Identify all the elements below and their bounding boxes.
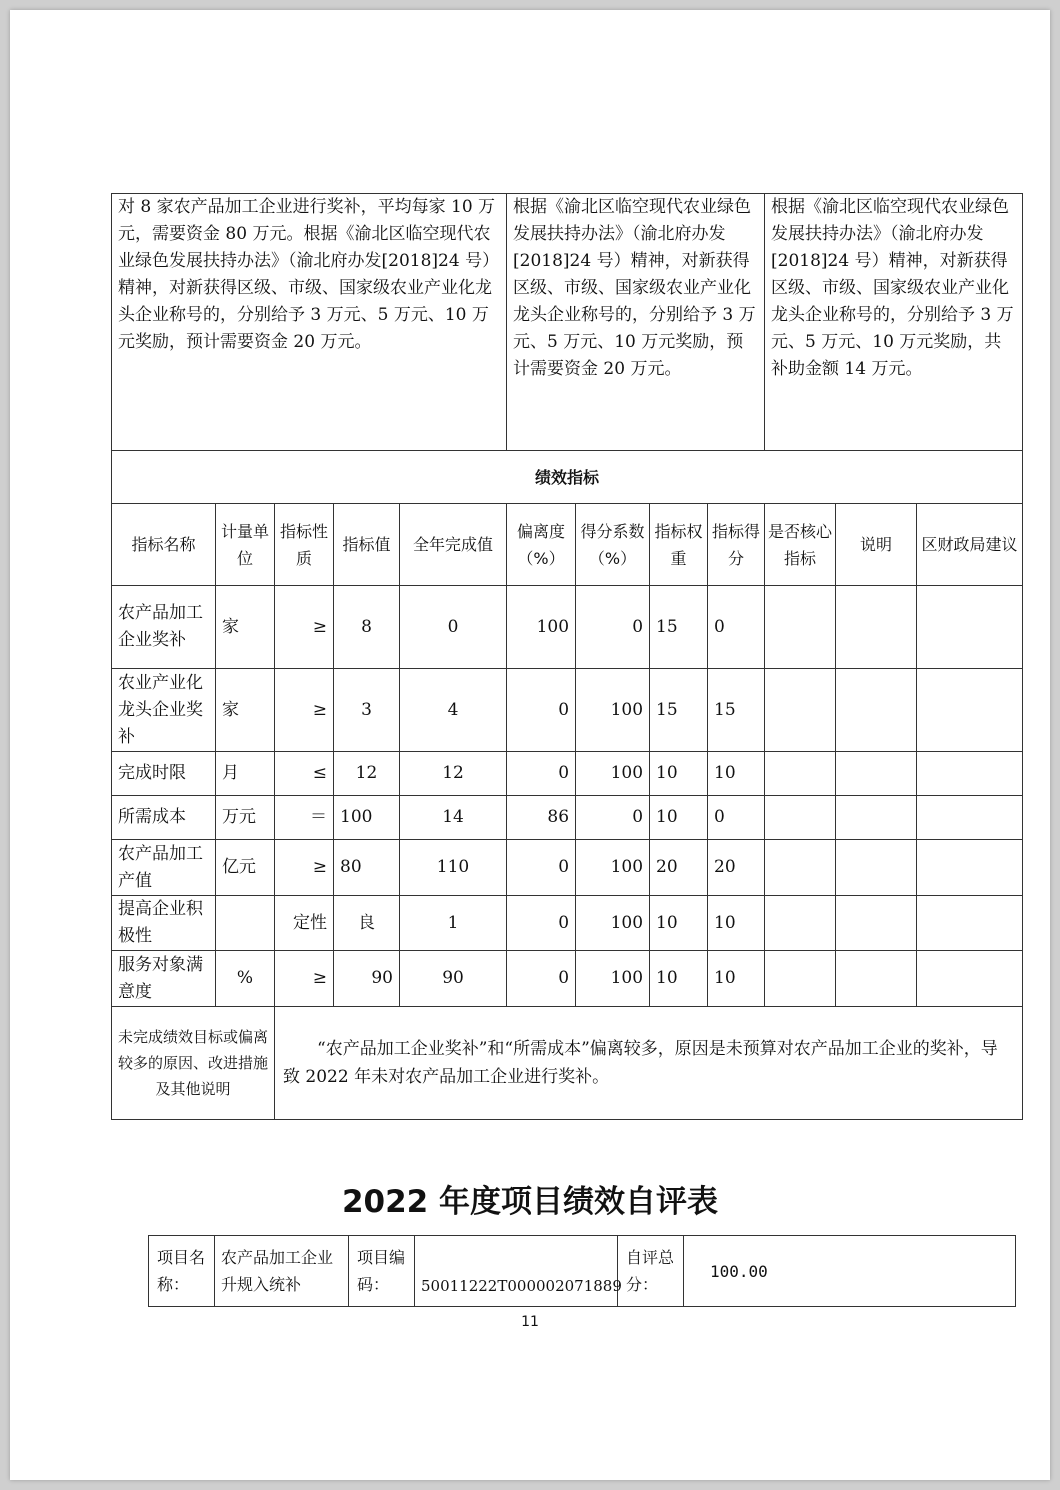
row-core [765,951,836,1007]
table-row [112,586,1023,669]
table-row [112,752,1023,796]
row-target: 12 [334,752,400,796]
explanation-label: 未完成绩效目标或偏离较多的原因、改进措施及其他说明 [112,1007,275,1120]
header-target: 指标值 [334,504,400,586]
project-code-label: 项目编码： [349,1236,415,1307]
row-target: 90 [334,951,400,1007]
row-actual: 90 [400,951,507,1007]
row-note [836,586,917,669]
header-unit: 计量单位 [216,504,275,586]
row-score: 0 [708,796,765,840]
row-note [836,951,917,1007]
row-score: 0 [708,586,765,669]
row-unit: % [216,951,275,1007]
row-suggest [917,896,1023,951]
row-score-coef: 0 [576,586,650,669]
row-suggest [917,951,1023,1007]
row-score-coef: 100 [576,840,650,896]
row-name: 服务对象满意度 [112,951,216,1007]
header-weight: 指标权重 [650,504,708,586]
header-actual: 全年完成值 [400,504,507,586]
row-nature: ≥ [275,951,334,1007]
row-name: 农产品加工企业奖补 [112,586,216,669]
row-core [765,840,836,896]
row-name: 农业产业化龙头企业奖补 [112,669,216,752]
page-number: 11 [521,1314,539,1330]
row-actual: 110 [400,840,507,896]
row-weight: 10 [650,896,708,951]
row-weight: 10 [650,752,708,796]
performance-table [111,193,1023,1120]
row-nature: ≤ [275,752,334,796]
row-score-coef: 100 [576,951,650,1007]
row-note [836,669,917,752]
basis-col1: 对 8 家农产品加工企业进行奖补，平均每家 10 万元，需要资金 80 万元。根据《渝北区临空现代农业绿色发展扶持办法》（渝北府办发[2018]24 号）精神，对新获得区级、市级、国家级农业产业化龙头企业称号的，分别给予 3 万元、5 万元、10 万元奖励，预计需要资金 20 万元。 [112,194,507,451]
row-weight: 10 [650,796,708,840]
row-actual: 14 [400,796,507,840]
row-unit: 家 [216,586,275,669]
row-score: 10 [708,951,765,1007]
row-weight: 20 [650,840,708,896]
table-row [112,951,1023,1007]
row-name: 提高企业积极性 [112,896,216,951]
table-row [112,840,1023,896]
row-deviation: 0 [507,669,576,752]
row-core [765,752,836,796]
row-weight: 15 [650,669,708,752]
self-score-label: 自评总分： [618,1236,684,1307]
row-actual: 4 [400,669,507,752]
row-deviation: 100 [507,586,576,669]
project-code-value: 50011222T000002071889 [415,1236,618,1307]
row-target: 良 [334,896,400,951]
row-deviation: 0 [507,752,576,796]
row-unit: 家 [216,669,275,752]
header-row [112,504,1023,586]
row-note [836,796,917,840]
row-note [836,896,917,951]
row-nature: ≥ [275,586,334,669]
row-target: 80 [334,840,400,896]
row-nature: ＝ [275,796,334,840]
row-unit: 月 [216,752,275,796]
row-target: 8 [334,586,400,669]
row-unit: 亿元 [216,840,275,896]
project-name-value: 农产品加工企业升规入统补 [215,1236,349,1307]
row-deviation: 86 [507,796,576,840]
row-score-coef: 100 [576,752,650,796]
row-core [765,586,836,669]
row-suggest [917,840,1023,896]
explanation-row [112,1007,1023,1120]
row-unit: 万元 [216,796,275,840]
row-target: 3 [334,669,400,752]
row-name: 农产品加工产值 [112,840,216,896]
row-actual: 0 [400,586,507,669]
form-title: 2022 年度项目绩效自评表 [341,1184,719,1220]
row-suggest [917,752,1023,796]
row-score-coef: 0 [576,796,650,840]
row-weight: 15 [650,586,708,669]
header-nature: 指标性质 [275,504,334,586]
table-row [112,669,1023,752]
basis-row [112,194,1023,451]
row-deviation: 0 [507,840,576,896]
explanation-text: “农产品加工企业奖补”和“所需成本”偏离较多，原因是未预算对农产品加工企业的奖补，导致 2022 年未对农产品加工企业进行奖补。 [275,1007,1023,1120]
header-name: 指标名称 [112,504,216,586]
document-page [10,10,1050,1480]
row-score-coef: 100 [576,669,650,752]
row-core [765,796,836,840]
row-target: 100 [334,796,400,840]
project-name-label: 项目名称： [149,1236,215,1307]
header-core: 是否核心指标 [765,504,836,586]
row-score: 10 [708,896,765,951]
row-score: 15 [708,669,765,752]
row-score-coef: 100 [576,896,650,951]
row-core [765,669,836,752]
row-core [765,896,836,951]
header-suggest: 区财政局建议 [917,504,1023,586]
row-nature: 定性 [275,896,334,951]
row-name: 完成时限 [112,752,216,796]
basis-col2: 根据《渝北区临空现代农业绿色发展扶持办法》（渝北府办发[2018]24 号）精神，对新获得区级、市级、国家级农业产业化龙头企业称号的，分别给予 3 万元、5 万元、10 万元奖励，预计需要资金 20 万元。 [507,194,765,451]
row-score: 10 [708,752,765,796]
row-deviation: 0 [507,896,576,951]
basis-col3: 根据《渝北区临空现代农业绿色发展扶持办法》（渝北府办发[2018]24 号）精神，对新获得区级、市级、国家级农业产业化龙头企业称号的，分别给予 3 万元、5 万元、10 万元奖励，共补助金额 14 万元。 [765,194,1023,451]
row-nature: ≥ [275,669,334,752]
row-note [836,752,917,796]
table-row [112,796,1023,840]
row-name: 所需成本 [112,796,216,840]
row-suggest [917,669,1023,752]
section-title: 绩效指标 [112,451,1023,504]
row-actual: 1 [400,896,507,951]
project-info-table [148,1235,1016,1307]
header-deviation: 偏离度（%） [507,504,576,586]
row-note [836,840,917,896]
row-suggest [917,796,1023,840]
row-weight: 10 [650,951,708,1007]
table-row [112,896,1023,951]
row-unit [216,896,275,951]
row-nature: ≥ [275,840,334,896]
header-note: 说明 [836,504,917,586]
row-score: 20 [708,840,765,896]
row-actual: 12 [400,752,507,796]
row-deviation: 0 [507,951,576,1007]
row-suggest [917,586,1023,669]
self-score-value: 100.00 [684,1236,1016,1307]
header-score: 指标得分 [708,504,765,586]
header-score-coef: 得分系数（%） [576,504,650,586]
